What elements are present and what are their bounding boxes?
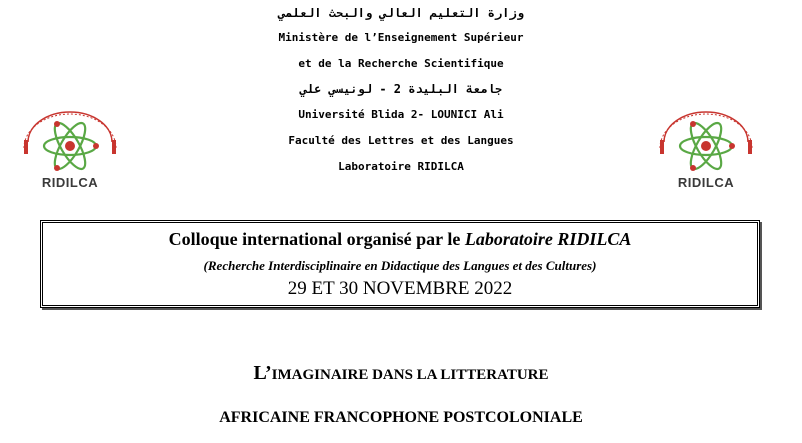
theme-title-initial: L’ [253,362,272,384]
ridilca-logo-right [650,108,762,190]
theme-title-rest: IMAGINAIRE DANS LA LITTERATURE [271,367,549,383]
ministry-arabic: وزارة التعليم العالي والبحث العلمي [278,6,524,20]
ridilca-logo-left [14,108,126,190]
atom-icon [650,108,762,174]
faculty-name: Faculté des Lettres et des Langues [288,134,514,147]
logo-label-left: RIDILCA [41,175,99,190]
colloquium-title [43,229,757,250]
colloquium-title-prefix: Colloque international organisé par le [168,229,465,249]
logo-label-right: RIDILCA [677,175,735,190]
colloquium-organizer: Laboratoire RIDILCA [464,229,632,249]
ministry-french-line1: Ministère de l’Enseignement Supérieur [278,31,524,44]
atom-icon [14,108,126,174]
theme-title-line2: AFRICAINE FRANCOPHONE POSTCOLONIALE [219,409,583,426]
ministry-french-line2: et de la Recherche Scientifique [298,57,504,70]
university-arabic: جامعة البليدة 2 - لونيسي علي [299,82,503,96]
university-french: Université Blida 2- LOUNICI Ali [298,108,504,121]
laboratory-full-name: (Recherche Interdisciplinaire en Didactique des Langues et des Cultures) [203,258,597,273]
event-dates: 29 ET 30 NOVEMBRE 2022 [287,278,513,299]
theme-title-line1 [0,362,802,385]
laboratory-name: Laboratoire RIDILCA [338,160,464,173]
event-info-box [40,220,760,308]
